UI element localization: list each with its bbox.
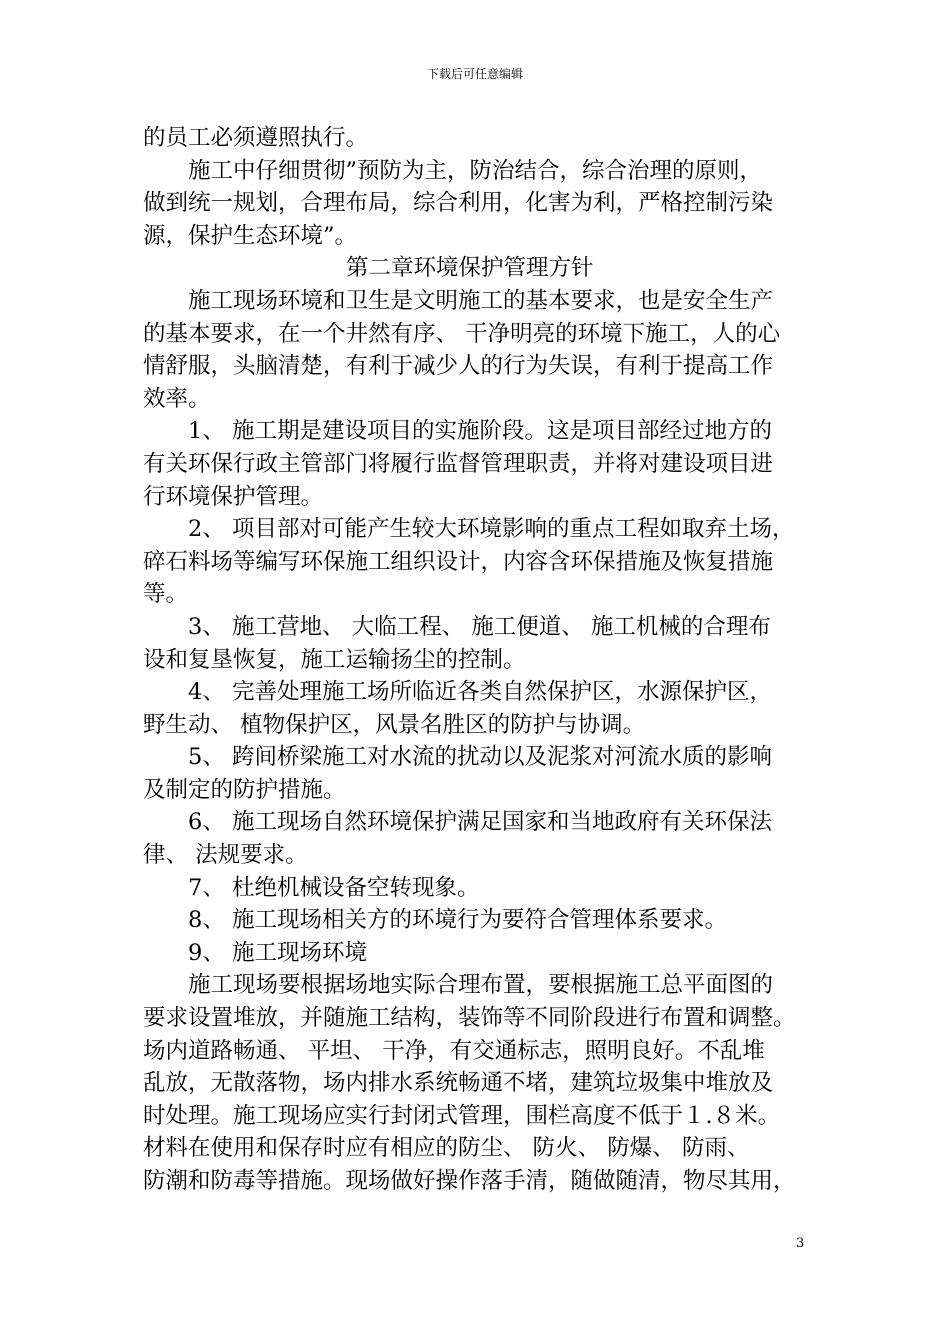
text-line: 有关环保行政主管部门将履行监督管理职责，并将对建设项目进	[143, 450, 774, 477]
text-line: 场内道路畅通、 平坦、 干净，有交通标志，照明良好。不乱堆	[143, 1037, 765, 1064]
page-number: 3	[796, 1236, 805, 1251]
text-line: 9、 施工现场环境	[188, 939, 367, 966]
text-line: 效率。	[143, 385, 211, 412]
text-line: 8、 施工现场相关方的环境行为要符合管理体系要求。	[188, 907, 727, 934]
text-line: 3、 施工营地、 大临工程、 施工便道、 施工机械的合理布	[188, 613, 771, 640]
text-line: 等。	[143, 581, 189, 608]
document-body	[143, 122, 808, 1198]
text-line: 2、 项目部对可能产生较大环境影响的重点工程如取弃土场，	[188, 516, 795, 543]
text-line: 5、 跨间桥梁施工对水流的扰动以及泥浆对河流水质的影响	[188, 744, 772, 771]
text-line: 防潮和防毒等措施。现场做好操作落手清，随做随清，物尽其用，	[143, 1168, 796, 1194]
text-line: 设和复垦恢复，施工运输扬尘的控制。	[143, 646, 526, 673]
text-line: 施工现场要根据场地实际合理布置，要根据施工总平面图的	[188, 972, 774, 999]
text-line: 做到统一规划，合理布局，综合利用，化害为利，严格控制污染	[143, 190, 774, 217]
text-line: 乱放，无散落物，场内排水系统畅通不堵，建筑垃圾集中堆放及	[143, 1070, 774, 1097]
text-line: 时处理。施工现场应实行封闭式管理，围栏高度不低于１.８米。	[143, 1102, 781, 1129]
text-line: 情舒服，头脑清楚，有利于减少人的行为失误，有利于提高工作	[143, 353, 774, 380]
text-line: 要求设置堆放，并随施工结构，装饰等不同阶段进行布置和调整。	[143, 1005, 796, 1032]
text-line: 施工中仔细贯彻”预防为主，防治结合，综合治理的原则，	[188, 157, 763, 184]
text-line: 野生动、 植物保护区，风景名胜区的防护与协调。	[143, 711, 646, 738]
text-line: 材料在使用和保存时应有相应的防尘、 防火、 防爆、 防雨、	[143, 1135, 750, 1162]
text-line: 施工现场环境和卫生是文明施工的基本要求，也是安全生产	[188, 287, 774, 314]
text-line: 1、 施工期是建设项目的实施阶段。这是项目部经过地方的	[188, 418, 772, 445]
text-line: 及制定的防护措施。	[143, 776, 346, 803]
text-line: 源，保护生态环境”。	[143, 222, 358, 249]
text-line: 的基本要求，在一个井然有序、 干净明亮的环境下施工，人的心	[143, 320, 781, 347]
text-line: 7、 杜绝机械设备空转现象。	[188, 874, 480, 901]
text-line: 6、 施工现场自然环境保护满足国家和当地政府有关环保法	[188, 809, 772, 836]
text-line: 行环境保护管理。	[143, 483, 324, 510]
text-line: 碎石料场等编写环保施工组织设计，内容含环保措施及恢复措施	[143, 548, 774, 575]
page-header: 下载后可任意编辑	[426, 67, 523, 81]
text-line: 4、 完善处理施工场所临近各类自然保护区，水源保护区，	[188, 679, 772, 706]
chapter-heading: 第二章环境保护管理方针	[346, 255, 594, 282]
text-line: 的员工必须遵照执行。	[143, 125, 369, 151]
text-line: 律、 法规要求。	[143, 842, 308, 869]
